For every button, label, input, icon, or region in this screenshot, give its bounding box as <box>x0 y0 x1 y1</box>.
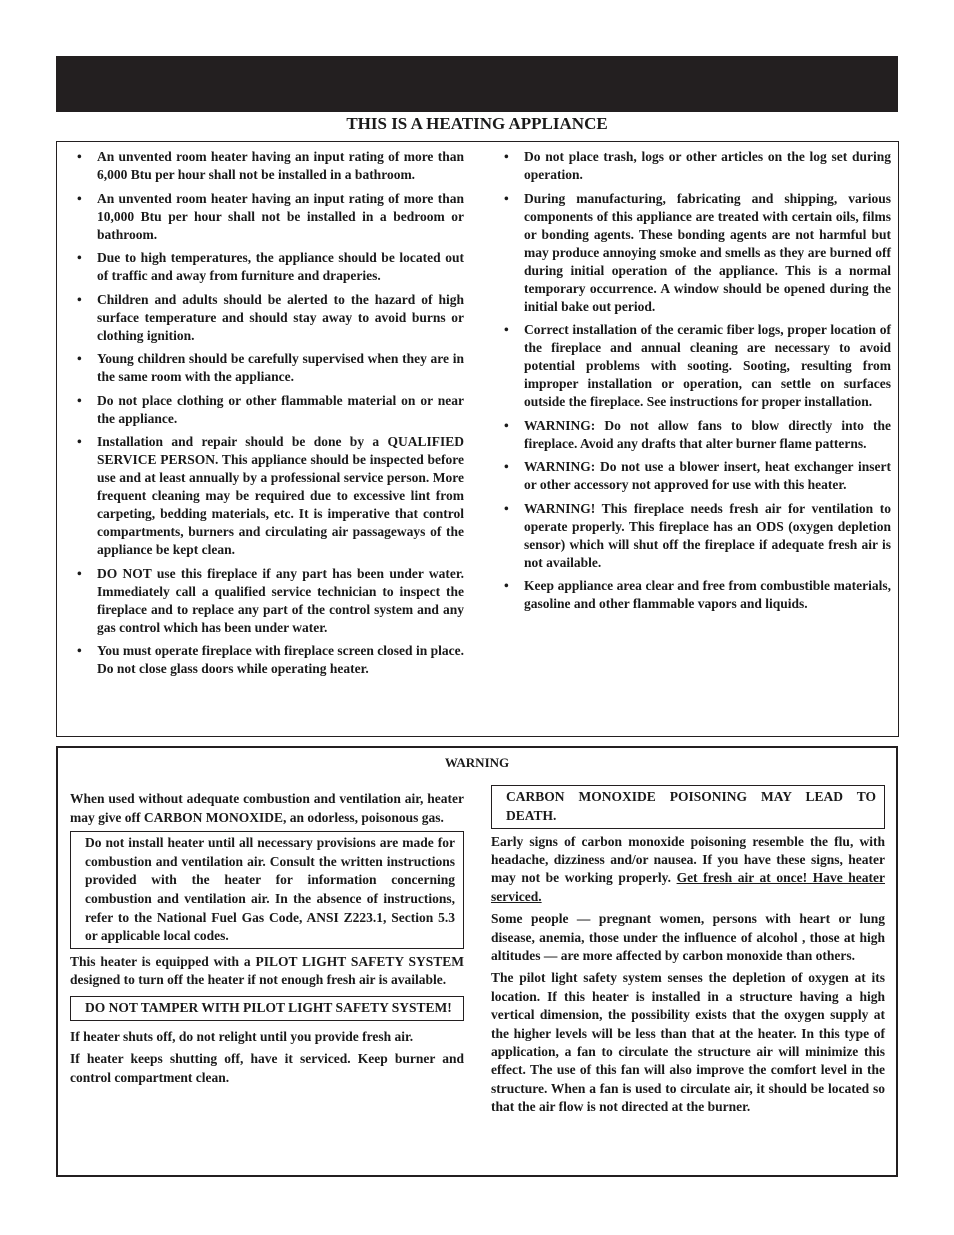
warning-box <box>56 746 898 1177</box>
early-signs-paragraph <box>491 833 885 907</box>
list-item: • Do not place clothing or other flammable material on or near the appliance. <box>77 392 464 428</box>
list-item: • Correct installation of the ceramic fiber logs, proper location of the fireplace and annual cleaning are necessary to avoid potential problems with sooting. Sooting, resulting from improper installation or operation, can settle on surfaces outside the fireplace. See instructions for proper installation. <box>504 321 891 411</box>
keeps-shutting-paragraph: If heater keeps shutting off, have it serviced. Keep burner and control compartment clean. <box>70 1051 464 1085</box>
list-item: • An unvented room heater having an input rating of more than 6,000 Btu per hour shall not be installed in a bathroom. <box>77 148 464 184</box>
co-intro-paragraph: When used without adequate combustion and ventilation air, heater may give off CARBON MONOXIDE, an odorless, poisonous gas. <box>70 791 464 825</box>
some-people-paragraph: Some people — pregnant women, persons with heart or lung disease, anemia, those under the influence of alcohol , those at high altitudes — are more affected by carbon monoxide than others. <box>491 911 885 964</box>
list-item: • An unvented room heater having an input rating of more than 10,000 Btu per hour shall not be installed in a bedroom or bathroom. <box>77 190 464 244</box>
section-title: THIS IS A HEATING APPLIANCE <box>346 114 608 133</box>
list-item: • Installation and repair should be done by a QUALIFIED SERVICE PERSON. This appliance should be inspected before use and at least annually by a professional service person. More frequent cleaning may be required due to excessive lint from carpeting, bedding materials, etc. It is imperative that control compartments, burners and circulating air passageways of the appliance be kept clean. <box>77 433 464 559</box>
list-item: • DO NOT use this fireplace if any part has been under water. Immediately call a qualified service technician to inspect the fireplace and to replace any part of the control system and any gas control which has been under water. <box>77 565 464 637</box>
co-death-box: CARBON MONOXIDE POISONING MAY LEAD TO DEATH. <box>491 785 885 829</box>
right-bullet-list <box>504 148 891 619</box>
install-provisions-box: Do not install heater until all necessary provisions are made for combustion and ventilation air. Consult the written instructions provided with the heater for information concerning combustion and ventilation air. In the absence of instructions, refer to the National Fuel Gas Code, ANSI Z223.1, Section 5.3 or applicable local codes. <box>70 831 464 949</box>
early-signs-text: Early signs of carbon monoxide poisoning resemble the flu, with headache, dizziness and/or nausea. If you have these signs, heater may not be working properly. <box>491 833 885 886</box>
list-item: • Keep appliance area clear and free from combustible materials, gasoline and other flammable vapors and liquids. <box>504 577 891 613</box>
warning-heading: WARNING <box>444 755 510 770</box>
safety-list-box <box>56 141 899 737</box>
early-signs-action: Get fresh air at once! Have heater serviced. <box>491 870 885 904</box>
shuts-off-paragraph: If heater shuts off, do not relight until you provide fresh air. <box>70 1028 414 1044</box>
list-item: • Do not place trash, logs or other articles on the log set during operation. <box>504 148 891 184</box>
list-item: • Young children should be carefully supervised when they are in the same room with the appliance. <box>77 350 464 386</box>
list-item: • WARNING! This fireplace needs fresh air for ventilation to operate properly. This fireplace has an ODS (oxygen depletion sensor) which will shut off the fireplace if adequate fresh air is not available. <box>504 500 891 572</box>
header-bar <box>56 56 898 112</box>
warning-right-column <box>491 785 885 1117</box>
warning-left-column <box>70 790 464 1088</box>
list-item: • During manufacturing, fabricating and shipping, various components of this appliance are treated with certain oils, films or bonding agents. These bonding agents are not harmful but may produce annoying smoke and smells as they are burned off during initial operation of the appliance. This is a normal temporary occurrence. A window should be opened during the initial bake out period. <box>504 190 891 316</box>
list-item: • You must operate fireplace with fireplace screen closed in place. Do not close glass doors while operating heater. <box>77 642 464 678</box>
list-item: • WARNING: Do not use a blower insert, heat exchanger insert or other accessory not approved for use with this heater. <box>504 458 891 494</box>
tamper-warning-box: DO NOT TAMPER WITH PILOT LIGHT SAFETY SYSTEM! <box>70 996 464 1021</box>
pilot-senses-paragraph: The pilot light safety system senses the depletion of oxygen at its location. If this heater is installed in a structure having a high vertical dimension, the possibility exists that the oxygen supply at the higher levels will be less than that at the heater. In this type of application, a fan to circulate the structure air will minimize this effect. The use of this fan will also improve the comfort level in the structure. When a fan is used to circulate air, it should be located so that the air flow is not directed at the burner. <box>491 970 885 1115</box>
pilot-system-paragraph: This heater is equipped with a PILOT LIGHT SAFETY SYSTEM designed to turn off the heater if not enough fresh air is available. <box>70 953 464 988</box>
left-bullet-list <box>77 148 464 684</box>
list-item: • Due to high temperatures, the appliance should be located out of traffic and away from furniture and draperies. <box>77 249 464 285</box>
list-item: • WARNING: Do not allow fans to blow directly into the fireplace. Avoid any drafts that alter burner flame patterns. <box>504 417 891 453</box>
list-item: • Children and adults should be alerted to the hazard of high surface temperature and should stay away to avoid burns or clothing ignition. <box>77 291 464 345</box>
